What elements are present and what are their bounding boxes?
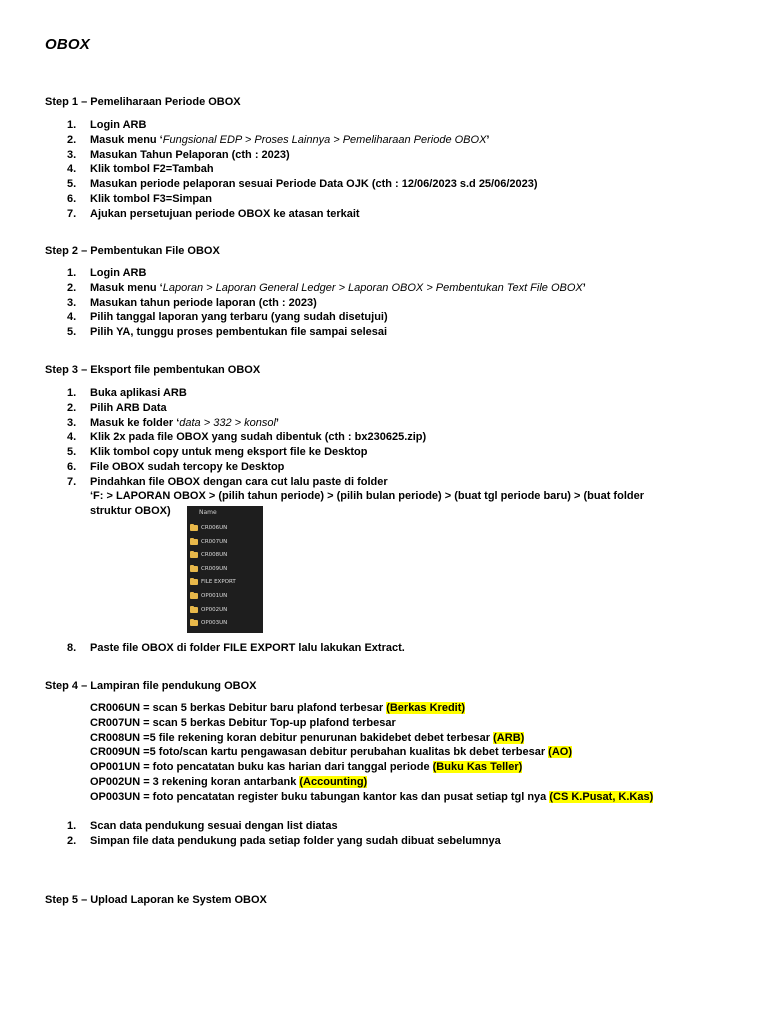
list-number: 5. [67,446,77,459]
list-text [90,310,388,325]
list-number: 2. [67,401,77,414]
attachment-description: CR007UN = scan 5 berkas Debitur Top-up plafond terbesar [90,716,396,729]
step2-heading: Step 2 – Pembentukan File OBOX [45,245,220,257]
list-number: 7. [67,475,77,488]
list-text-pre: Login ARB [90,267,147,279]
folder-name: FILE EXPORT [201,579,236,585]
list-number: 3. [67,416,77,429]
list-item [0,430,768,445]
list-text-pre: Buka aplikasi ARB [90,387,187,399]
list-text [90,460,284,475]
list-item [0,834,768,849]
folder-row [190,618,227,628]
folder-icon [190,593,198,599]
list-text: Paste file OBOX di folder FILE EXPORT lalu lakukan Extract. [90,642,405,654]
list-text-italic: data > 332 > konsol [179,416,276,429]
list-number: 4. [67,163,77,176]
list-text [90,133,489,148]
list-text-pre: Ajukan persetujuan periode OBOX ke atasan terkait [90,207,360,220]
folder-row [190,605,227,615]
step5-heading: Step 5 – Upload Laporan ke System OBOX [45,894,267,906]
list-text [90,819,338,834]
list-text [90,475,388,490]
attachment-line [0,745,768,760]
list-item [0,281,768,296]
folder-icon [190,607,198,613]
step4-list [0,819,768,849]
list-text-pre: Simpan file data pendukung pada setiap folder yang sudah dibuat sebelumnya [90,834,501,847]
list-text [90,162,214,177]
list-number: 5. [67,326,77,339]
highlight-owner: (AO) [548,746,572,759]
list-text-pre: Masukan Tahun Pelaporan (cth : 2023) [90,148,290,161]
list-item [0,133,768,148]
list-text-pre: Masuk menu ‘ [90,133,163,146]
list-text [90,325,387,340]
list-item [0,162,768,177]
list-item [0,386,768,401]
list-text-post: ’ [275,416,279,429]
list-text [90,834,501,849]
highlight-owner: (CS K.Pusat, K.Kas) [549,790,654,803]
step3-item8 [0,641,768,656]
list-number: 4. [67,311,77,324]
highlight-owner: (Accounting) [299,775,368,788]
list-text-pre: Pindahkan file OBOX dengan cara cut lalu paste di folder [90,475,388,488]
list-text-pre: Pilih tanggal laporan yang terbaru (yang sudah disetujui) [90,311,388,324]
list-text-italic: Fungsional EDP > Proses Lainnya > Pemeliharaan Periode OBOX [162,133,487,146]
attachment-line [0,790,768,805]
attachment-text [90,775,367,790]
attachment-line [0,716,768,731]
list-item [0,118,768,133]
list-number: 2. [67,281,77,294]
list-number: 2. [67,133,77,146]
attachment-description: CR006UN = scan 5 berkas Debitur baru plafond terbesar [90,702,387,714]
folder-row [190,591,227,601]
attachment-description: CR009UN =5 foto/scan kartu pengawasan debitur perubahan kualitas bk debet terbesar [90,746,549,759]
attachment-description: OP003UN = foto pencatatan register buku tabungan kantor kas dan pusat setiap tgl nya [90,790,550,803]
step2-list [0,266,768,340]
list-item [0,401,768,416]
highlight-owner: (ARB) [493,731,525,744]
list-text [90,416,279,431]
folder-row [190,523,227,533]
list-text [90,207,360,222]
list-item [0,819,768,834]
highlight-owner: (Berkas Kredit) [386,702,466,714]
attachment-text [90,745,572,760]
list-item [0,475,768,490]
list-text-pre: Klik tombol F3=Simpan [90,192,212,205]
list-number: 6. [67,460,77,473]
folder-path-line2: struktur OBOX) [90,505,171,517]
folder-row [190,537,227,547]
list-text [90,177,538,192]
attachment-description: OP001UN = foto pencatatan buku kas harian dari tanggal periode [90,761,433,774]
list-text-pre: Klik tombol F2=Tambah [90,163,214,176]
highlight-owner: (Buku Kas Teller) [432,761,523,774]
attachment-line [0,760,768,775]
list-text-pre: Masuk menu ‘ [90,281,163,294]
folder-name: CR006UN [201,525,228,531]
list-number: 1. [67,387,77,399]
folder-icon [190,525,198,531]
folder-structure-screenshot [187,506,263,633]
list-text [90,148,290,163]
list-text [90,281,586,296]
folder-icon [190,566,198,572]
folder-row [190,550,227,560]
list-text-pre: Login ARB [90,119,147,131]
list-text [90,386,187,401]
folder-icon [190,552,198,558]
list-text [90,401,167,416]
list-number: 3. [67,148,77,161]
list-text-post: ’ [486,133,490,146]
attachment-text [90,716,396,731]
list-item [0,266,768,281]
list-item [0,296,768,311]
attachment-line [0,731,768,746]
attachment-description: CR008UN =5 file rekening koran debitur penurunan bakidebet debet terbesar [90,731,494,744]
folder-name: OP001UN [201,593,228,599]
folder-path-line1: ‘F: > LAPORAN OBOX > (pilih tahun periode) > (pilih bulan periode) > (buat tgl periode baru) > (buat folder [90,490,644,502]
list-text-pre: Klik 2x pada file OBOX yang sudah dibentuk (cth : bx230625.zip) [90,431,427,444]
folder-icon [190,539,198,545]
step4-heading: Step 4 – Lampiran file pendukung OBOX [45,680,257,692]
folder-icon [190,620,198,626]
list-text-pre: Masuk ke folder ‘ [90,416,180,429]
list-number: 3. [67,296,77,309]
list-text [90,266,146,281]
list-text [90,296,317,311]
list-item [0,177,768,192]
folder-name: CR007UN [201,539,228,545]
list-text [90,445,368,460]
list-text-pre: File OBOX sudah tercopy ke Desktop [90,460,285,473]
folder-row [190,577,236,587]
folder-icon [190,579,198,585]
attachment-line [0,775,768,790]
list-number: 1. [67,820,77,832]
attachment-folder-list [0,701,768,805]
list-number: 7. [67,207,77,220]
step1-list [0,118,768,222]
list-text-pre: Masukan periode pelaporan sesuai Periode Data OJK (cth : 12/06/2023 s.d 25/06/2023) [90,178,538,191]
list-text-pre: Pilih YA, tunggu proses pembentukan file sampai selesai [90,326,388,339]
folder-name: OP002UN [201,607,228,613]
list-item [0,192,768,207]
list-item [0,416,768,431]
folder-name: CR008UN [201,552,228,558]
list-number: 4. [67,431,77,444]
attachment-line [0,701,768,716]
list-number: 8. [67,642,77,654]
list-item [0,148,768,163]
attachment-text [90,701,465,716]
list-text [90,430,426,445]
attachment-text [90,790,653,805]
list-number: 6. [67,192,77,205]
list-item [0,460,768,475]
attachment-text [90,760,522,775]
folder-name: CR009UN [201,566,228,572]
list-number: 1. [67,267,77,279]
list-text-pre: Scan data pendukung sesuai dengan list diatas [90,820,338,832]
attachment-description: OP002UN = 3 rekening koran antarbank [90,775,300,788]
step3-heading: Step 3 – Eksport file pembentukan OBOX [45,364,261,376]
list-text-pre: Masukan tahun periode laporan (cth : 2023) [90,296,317,309]
list-text-pre: Pilih ARB Data [90,401,167,414]
list-number: 2. [67,834,77,847]
list-item [0,325,768,340]
list-item [0,207,768,222]
folder-name: OP003UN [201,620,228,626]
list-text [90,118,146,133]
list-text-italic: Laporan > Laporan General Ledger > Laporan OBOX > Pembentukan Text File OBOX [162,281,583,294]
list-item [0,310,768,325]
list-text-pre: Klik tombol copy untuk meng eksport file ke Desktop [90,446,368,459]
folder-row [190,564,227,574]
list-number: 5. [67,178,77,191]
list-item [0,445,768,460]
step1-heading: Step 1 – Pemeliharaan Periode OBOX [45,96,241,108]
list-text-post: ’ [582,281,586,294]
list-number: 1. [67,119,77,131]
step3-list [0,386,768,490]
folder-column-header: Name [199,509,217,516]
document-title: OBOX [45,36,90,53]
list-text [90,192,212,207]
attachment-text [90,731,524,746]
